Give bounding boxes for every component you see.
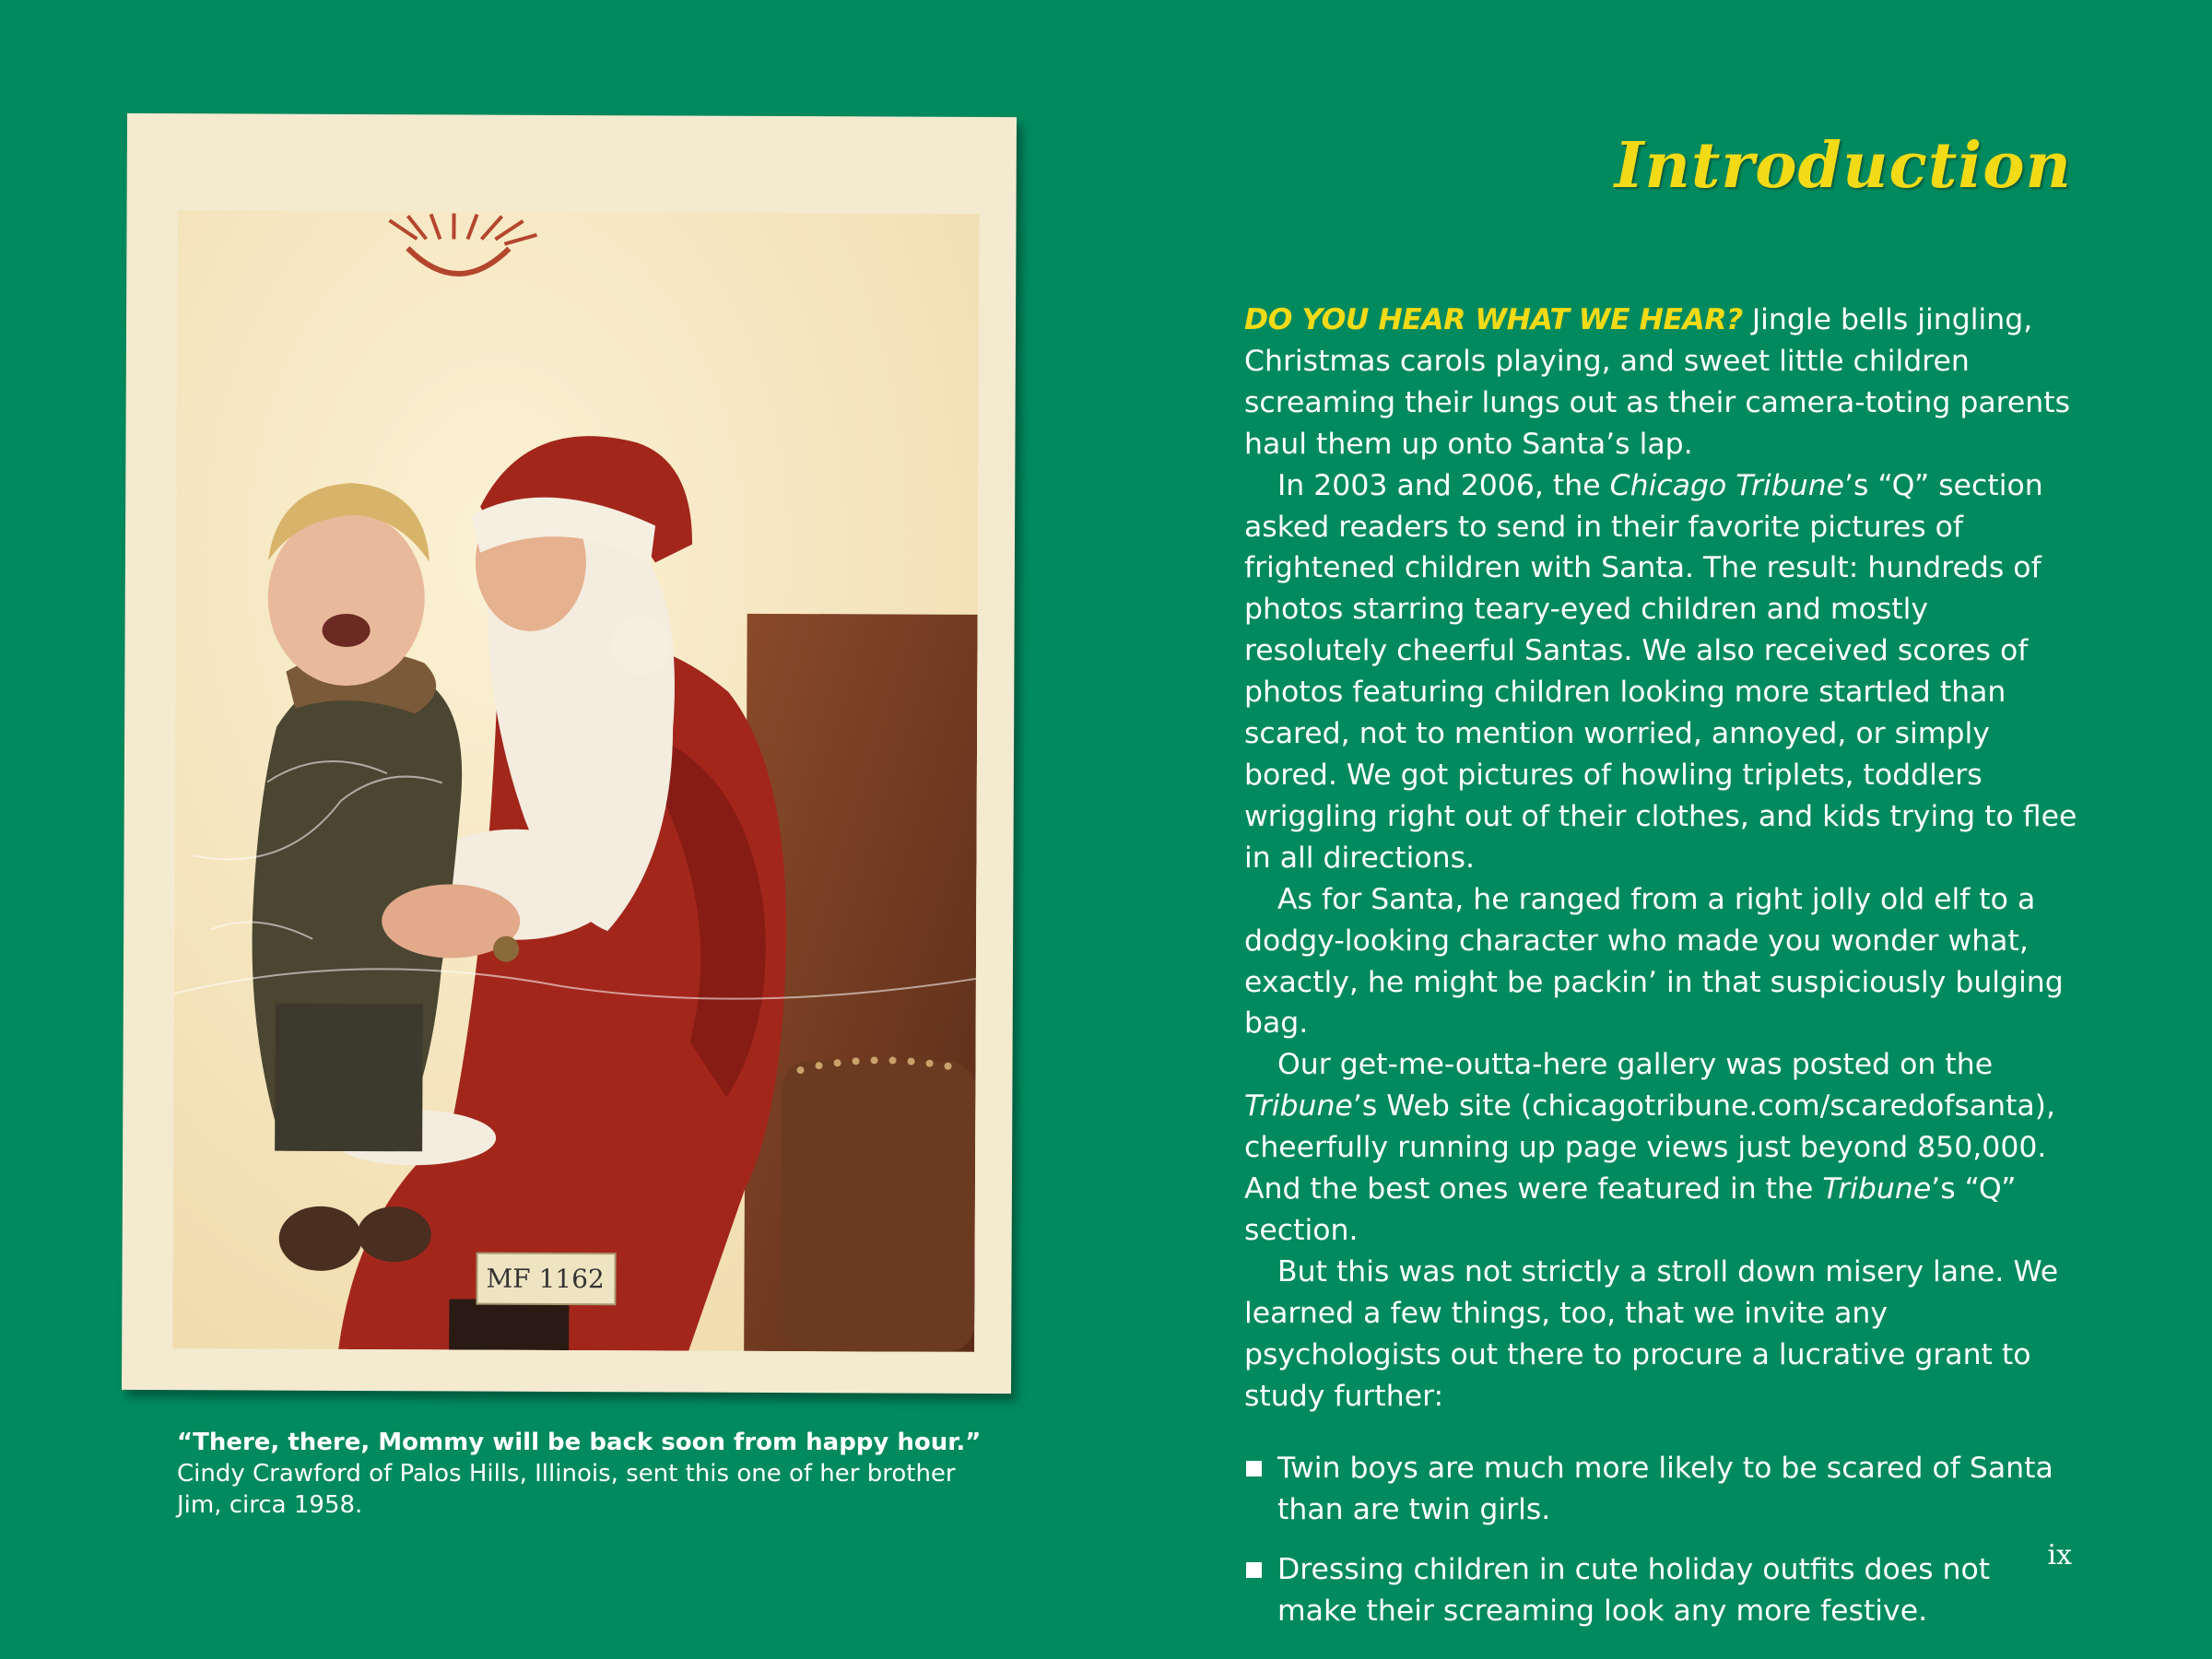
santa-photo bbox=[122, 113, 1017, 1394]
paragraph-2-italic: Chicago Tribune bbox=[1609, 468, 1845, 502]
bullet-list bbox=[1244, 1448, 2078, 1632]
list-item bbox=[1244, 1549, 2078, 1632]
paragraph-5: But this was not strictly a stroll down misery lane. We learned a few things, too, that we invite any psychologists out there to procure a lucrative grant to study further: bbox=[1244, 1254, 2059, 1413]
square-bullet-icon bbox=[1246, 1461, 1262, 1477]
page-title: Introduction bbox=[1614, 129, 2072, 203]
vintage-santa-photo-icon bbox=[172, 210, 979, 1352]
paragraph-2 bbox=[1244, 465, 2078, 879]
photo-image-area bbox=[172, 210, 979, 1352]
caption-text: Cindy Crawford of Palos Hills, Illinois, sent this one of her brother Jim, circa 1958. bbox=[177, 1460, 956, 1519]
square-bullet-icon bbox=[1246, 1562, 1262, 1578]
paragraph-4-text-a: Our get-me-outta-here gallery was posted on the bbox=[1277, 1048, 1994, 1082]
lead-in: DO YOU HEAR WHAT WE HEAR? bbox=[1244, 303, 1743, 336]
photo-tag-text: MF 1162 bbox=[486, 1263, 605, 1295]
bullet-text: Dressing children in cute holiday outfits does not make their screaming look any more festive. bbox=[1277, 1553, 1991, 1629]
paragraph-2-text-a: In 2003 and 2006, the bbox=[1277, 468, 1610, 502]
paragraph-4 bbox=[1244, 1044, 2078, 1252]
paragraph-1 bbox=[1244, 300, 2078, 465]
paragraph-4-italic-1: Tribune bbox=[1244, 1089, 1353, 1124]
bullet-text: Twin boys are much more likely to be scared of Santa than are twin girls. bbox=[1277, 1452, 2053, 1527]
page-number: ix bbox=[2047, 1539, 2072, 1571]
list-item bbox=[1244, 1448, 2078, 1531]
paragraph-2-text-b: ’s “Q” section asked readers to send in their favorite pictures of frightened children with Santa. The result: hundreds of photos starring teary-eyed children and mostly resolutely cheerful Santas. We also received scores of photos featuring children looking more startled than scared, not to mention worried, annoyed, or simply bored. We got pictures of howling triplets, toddlers wriggling right out of their clothes, and kids trying to flee in all directions. bbox=[1244, 468, 2077, 875]
caption-quote: “There, there, Mommy will be back soon from happy hour.” bbox=[177, 1429, 982, 1456]
paragraph-4-text-b: ’s Web site (chicagotribune.com/scaredofsanta), cheerfully running up page views just beyond 850,000. And the best ones were featured in the bbox=[1244, 1089, 2055, 1206]
paragraph-4-italic-2: Tribune bbox=[1822, 1172, 1932, 1206]
paragraph-3: As for Santa, he ranged from a right jolly old elf to a dodgy-looking character who made you wonder what, exactly, he might be packin’ in that suspiciously bulging bag. bbox=[1244, 882, 2064, 1041]
paragraph-4-text-c: ’s “Q” section. bbox=[1244, 1172, 2017, 1247]
paragraph-1-text: Jingle bells jingling, Christmas carols playing, and sweet little children screaming their lungs out as their camera-toting parents haul them up onto Santa’s lap. bbox=[1244, 303, 2070, 461]
photo-caption bbox=[177, 1427, 988, 1521]
body-text bbox=[1244, 300, 2078, 1651]
